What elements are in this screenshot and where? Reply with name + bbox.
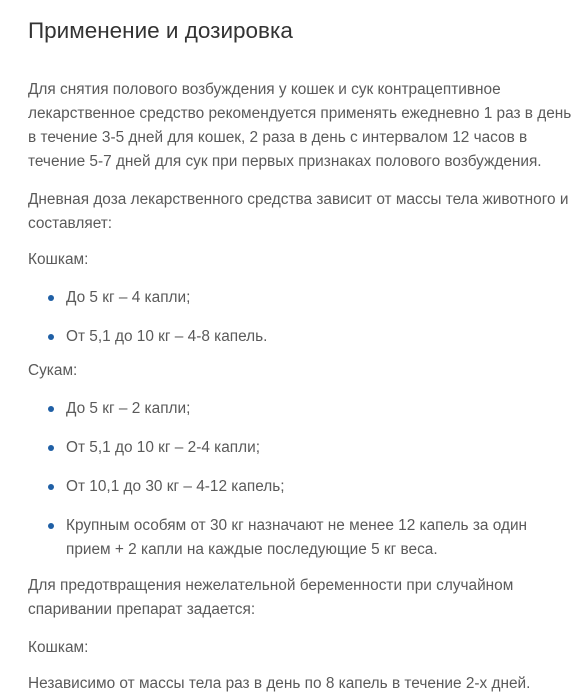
bullet-icon bbox=[48, 523, 54, 529]
bullet-icon bbox=[48, 295, 54, 301]
prevention-paragraph: Для предотвращения нежелательной беременности при случайном спаривании препарат задается: bbox=[28, 577, 514, 618]
list-item-text: От 10,1 до 30 кг – 4-12 капель; bbox=[66, 478, 285, 495]
cats-dosage-list bbox=[28, 286, 574, 349]
list-item-text: Крупным особям от 30 кг назначают не менее 12 капель за один прием + 2 капли на каждые последующие 5 кг веса. bbox=[66, 517, 528, 558]
cats-label: Кошкам: bbox=[28, 251, 89, 268]
list-item bbox=[28, 397, 574, 421]
list-item bbox=[28, 514, 574, 562]
dogs-dosage-list bbox=[28, 397, 574, 562]
list-item bbox=[28, 475, 574, 499]
list-item-text: От 5,1 до 10 кг – 2-4 капли; bbox=[66, 439, 260, 456]
cats-prevention-paragraph: Независимо от массы тела раз в день по 8 капель в течение 2-х дней. bbox=[28, 675, 531, 692]
list-item bbox=[28, 286, 574, 310]
cats-label-2: Кошкам: bbox=[28, 639, 89, 656]
section-heading: Применение и дозировка bbox=[28, 18, 293, 43]
list-item-text: До 5 кг – 2 капли; bbox=[66, 400, 191, 417]
list-item bbox=[28, 325, 574, 349]
list-item-text: До 5 кг – 4 капли; bbox=[66, 289, 191, 306]
bullet-icon bbox=[48, 445, 54, 451]
list-item-text: От 5,1 до 10 кг – 4-8 капель. bbox=[66, 328, 268, 345]
list-item bbox=[28, 436, 574, 460]
bullet-icon bbox=[48, 334, 54, 340]
intro-paragraph: Для снятия полового возбуждения у кошек и сук контрацептивное лекарственное средство рекомендуется применять ежедневно 1 раз в день в течение 3-5 дней для кошек, 2 раза в день с интервалом 12 часов в течение 5-7 дней для сук при первых признаках полового возбуждения. bbox=[28, 81, 572, 170]
daily-dose-paragraph: Дневная доза лекарственного средства зависит от массы тела животного и составляет: bbox=[28, 191, 569, 232]
bullet-icon bbox=[48, 484, 54, 490]
bullet-icon bbox=[48, 406, 54, 412]
dogs-label: Сукам: bbox=[28, 362, 78, 379]
